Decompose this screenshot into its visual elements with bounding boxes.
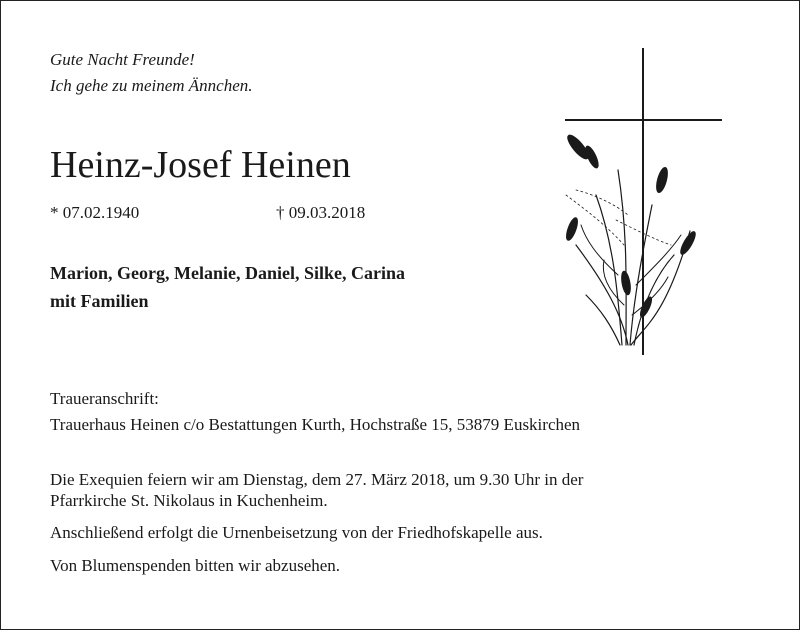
funeral-info [50, 469, 750, 588]
exequien-text [50, 469, 750, 511]
wheat-icon [566, 170, 690, 345]
mourning-address [50, 386, 580, 438]
flowers-note: Von Blumenspenden bitten wir abzusehen. [50, 556, 341, 575]
death-date: † 09.03.2018 [276, 203, 366, 222]
mourners-line-2: mit Familien [50, 291, 149, 311]
birth-date: * 07.02.1940 [50, 203, 140, 222]
mourners [50, 259, 405, 315]
address-label: Traueranschrift: [50, 389, 159, 408]
exequien-line-1: Die Exequien feiern wir am Dienstag, dem 27. März 2018, um 9.30 Uhr in der [50, 470, 584, 489]
quote-line-2: Ich gehe zu meinem Ännchen. [50, 76, 253, 95]
mourners-line-1: Marion, Georg, Melanie, Daniel, Silke, Carina [50, 263, 405, 283]
quote-line-1: Gute Nacht Freunde! [50, 50, 195, 69]
exequien-line-2: Pfarrkirche St. Nikolaus in Kuchenheim. [50, 491, 328, 510]
address-value: Trauerhaus Heinen c/o Bestattungen Kurth, Hochstraße 15, 53879 Euskirchen [50, 415, 581, 434]
epitaph-quote [50, 47, 253, 99]
cross-wheat-emblem [556, 45, 731, 357]
deceased-name: Heinz-Josef Heinen [50, 144, 351, 186]
wheat-ears [564, 132, 698, 318]
urn-burial-text: Anschließend erfolgt die Urnenbeisetzung von der Friedhofskapelle aus. [50, 523, 543, 542]
